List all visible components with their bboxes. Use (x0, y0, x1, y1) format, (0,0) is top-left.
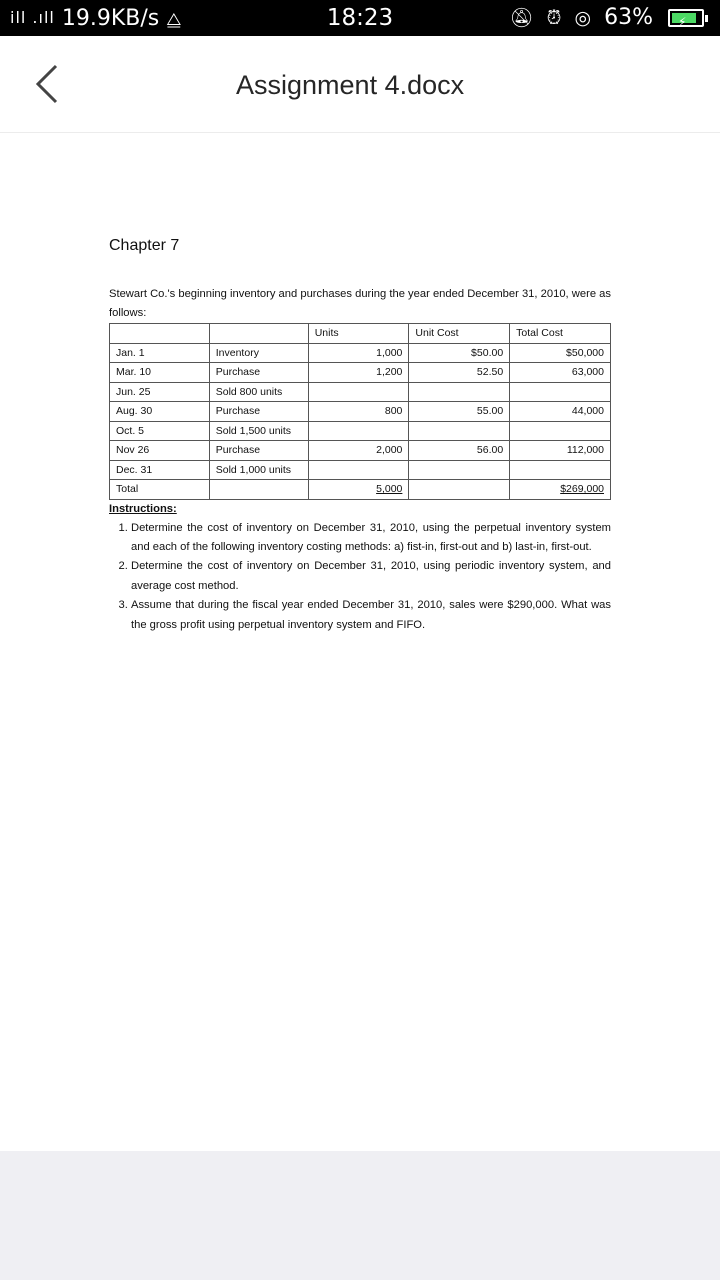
status-right (510, 4, 704, 32)
header-total-cost: Total Cost (510, 324, 611, 344)
total-units-value: 5,000 (376, 483, 403, 496)
row-unit-cost: 55.00 (409, 402, 510, 422)
header-units: Units (308, 324, 409, 344)
header-cell (209, 324, 308, 344)
signal-icon: ill .ıll (10, 8, 55, 27)
bottom-area (0, 1151, 720, 1280)
table-header-row (110, 324, 611, 344)
row-total-cost (510, 460, 611, 480)
row-unit-cost: 56.00 (409, 441, 510, 461)
row-date: Total (110, 480, 210, 500)
row-unit-cost (409, 460, 510, 480)
row-date: Mar. 10 (110, 363, 210, 383)
table-row (110, 421, 611, 441)
instruction-item: 1. Determine the cost of inventory on December 31, 2010, using the perpetual inventory system and each of the following inventory costing methods: a) fist-in, first-out and b) last-in, first-out. (131, 519, 611, 558)
row-total-cost (510, 421, 611, 441)
row-description: Sold 1,000 units (209, 460, 308, 480)
row-date: Aug. 30 (110, 402, 210, 422)
row-description (209, 480, 308, 500)
status-time: 18:23 (326, 5, 394, 31)
row-description: Purchase (209, 363, 308, 383)
row-total-cost: 63,000 (510, 363, 611, 383)
table-total-row (110, 480, 611, 500)
row-description: Inventory (209, 343, 308, 363)
row-unit-cost (409, 480, 510, 500)
header-cell (110, 324, 210, 344)
row-unit-cost: 52.50 (409, 363, 510, 383)
row-date: Oct. 5 (110, 421, 210, 441)
table-row (110, 343, 611, 363)
row-description: Purchase (209, 441, 308, 461)
row-date: Nov 26 (110, 441, 210, 461)
chapter-heading: Chapter 7 (109, 237, 180, 254)
alarm-icon: ⏰︎ (546, 7, 562, 29)
row-units: 1,200 (308, 363, 409, 383)
table-row (110, 460, 611, 480)
row-description: Sold 800 units (209, 382, 308, 402)
row-units (308, 460, 409, 480)
document-page (109, 236, 611, 635)
table-row (110, 441, 611, 461)
row-description: Purchase (209, 402, 308, 422)
row-units (308, 421, 409, 441)
row-units: 800 (308, 402, 409, 422)
row-units: 1,000 (308, 343, 409, 363)
document-title: Assignment 4.docx (236, 70, 465, 100)
table-row (110, 382, 611, 402)
row-date: Jan. 1 (110, 343, 210, 363)
chevron-left-icon (30, 62, 70, 106)
row-total-cost: $50,000 (510, 343, 611, 363)
inventory-table (109, 323, 611, 500)
row-date: Dec. 31 (110, 460, 210, 480)
table-row (110, 363, 611, 383)
app-bar (0, 36, 720, 133)
instruction-item: 2. Determine the cost of inventory on December 31, 2010, using periodic inventory system, and average cost method. (131, 557, 611, 596)
row-total-cost (510, 382, 611, 402)
total-units (308, 480, 409, 500)
instruction-item: 3. Assume that during the fiscal year ended December 31, 2010, sales were $290,000. What was the gross profit using perpetual inventory system and FIFO. (131, 596, 611, 635)
battery-icon: ⚡︎ (668, 9, 704, 27)
row-unit-cost (409, 421, 510, 441)
network-speed: 19.9KB/s (61, 6, 160, 31)
mute-icon: 🔕︎ (509, 7, 534, 29)
row-unit-cost: $50.00 (409, 343, 510, 363)
total-cost (510, 480, 611, 500)
table-row (110, 402, 611, 422)
instructions-list (109, 519, 611, 635)
row-total-cost: 44,000 (510, 402, 611, 422)
back-button[interactable] (30, 62, 70, 106)
row-description: Sold 1,500 units (209, 421, 308, 441)
wifi-icon: ⧋ (166, 10, 182, 30)
row-unit-cost (409, 382, 510, 402)
header-unit-cost: Unit Cost (409, 324, 510, 344)
total-cost-value: $269,000 (560, 483, 604, 496)
row-total-cost: 112,000 (510, 441, 611, 461)
row-date: Jun. 25 (110, 382, 210, 402)
battery-percent: 63% (604, 5, 653, 30)
row-units: 2,000 (308, 441, 409, 461)
instructions-heading: Instructions: (109, 502, 177, 515)
status-bar (0, 0, 720, 36)
eye-icon: ◎ (574, 7, 592, 29)
intro-paragraph: Stewart Co.'s beginning inventory and purchases during the year ended December 31, 2010, were as follows: (109, 288, 611, 319)
row-units (308, 382, 409, 402)
